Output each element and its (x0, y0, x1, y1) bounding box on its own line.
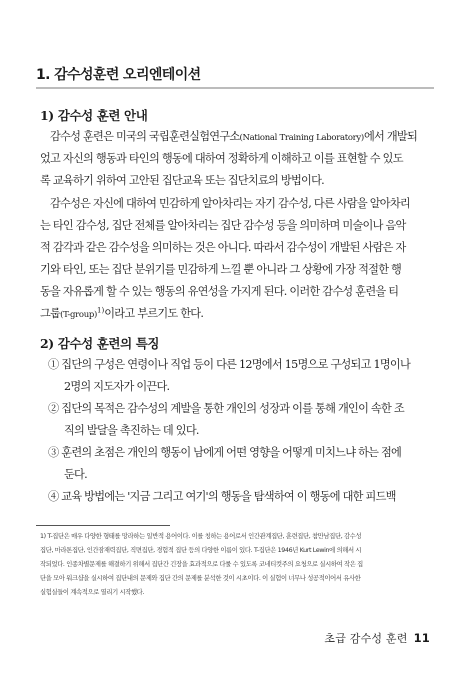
list-item-text: 집단의 구성은 연령이나 직업 등이 다른 12명에서 15명으로 구성되고 1명이나 (61, 358, 411, 371)
list-marker: ④ (48, 490, 59, 503)
chapter-title-underline (36, 87, 434, 89)
running-title: 초급 감수성 훈련 (324, 632, 408, 645)
paragraph-1-line-1-text: 감수성 훈련은 미국의 국립훈련실험연구소 (50, 130, 240, 143)
footnote-divider (36, 525, 170, 526)
footnote-line: 작되었다. 인종차별문제를 해결하기 위해서 집단간 긴장을 효과적으로 다룰 수 있도록 코네티컷주의 요청으로 실시하여 작은 집 (40, 561, 363, 568)
paragraph-2-line-2: 는 타인 감수성, 집단 전체를 알아차리는 집단 감수성 등을 의미하며 미술이나 음악 (40, 219, 406, 232)
paragraph-2-line-6-tail: 이라고 부르기도 한다. (104, 307, 204, 320)
paragraph-2-line-3: 적 감각과 같은 감수성을 의미하는 것은 아니다. 따라서 감수성이 개발된 사람은 자 (40, 241, 406, 254)
footnote-line: 집단, 마라톤집단, 인간잠재력집단, 직면집단, 경험적 집단 등의 다양한 이름이 있다. T-집단은 1946년 Kurt Lewin에 의해서 시 (40, 547, 362, 554)
list-item-text: 훈련의 초점은 개인의 행동이 남에게 어떤 영향을 어떻게 미치느냐 하는 점에 (61, 446, 402, 459)
paragraph-2-line-1: 감수성은 자신에 대하여 민감하게 알아차리는 자기 감수성, 다른 사람을 알아차리 (50, 197, 410, 210)
list-item (48, 356, 410, 372)
paragraph-1-line-1 (50, 128, 440, 144)
paragraph-1-line-1-tail: 에서 개발되 (363, 130, 418, 143)
english-term: (National Training Laboratory) (239, 133, 364, 143)
english-term: (T-group) (60, 310, 98, 320)
paragraph-2-line-4: 기와 타인, 또는 집단 분위기를 민감하게 느낄 뿐 아니라 그 상황에 가장 적절한 행 (40, 263, 402, 276)
list-item (48, 400, 404, 416)
list-item-continuation: 2명의 지도자가 이끈다. (64, 380, 170, 393)
page-footer (324, 630, 430, 646)
list-marker: ③ (48, 446, 59, 459)
footnote-line: 실험실들이 계속적으로 열리기 시작했다. (40, 589, 145, 596)
list-item-continuation: 직의 발달을 촉진하는 데 있다. (64, 424, 199, 437)
paragraph-1-line-2: 었고 자신의 행동과 타인의 행동에 대하여 정확하게 이해하고 이를 표현할 수 있도 (40, 152, 403, 165)
footnote-reference: 1) (97, 306, 105, 315)
chapter-title: 1. 감수성훈련 오리엔테이션 (36, 67, 201, 83)
section-2-heading: 2) 감수성 훈련의 특징 (40, 336, 160, 351)
list-item-text: 교육 방법에는 '지금 그리고 여기'의 행동을 탐색하여 이 행동에 대한 피드백 (61, 490, 396, 503)
page-number: 11 (413, 631, 430, 645)
list-item (48, 444, 401, 460)
list-marker: ② (48, 402, 59, 415)
list-marker: ① (48, 358, 59, 371)
footnote-line: 단을 모아 워크샵을 실시하여 집단내의 문제와 집단 간의 문제를 분석한 것이 시초이다. 이 실험이 너무나 성공적이어서 유사한 (40, 575, 361, 582)
list-item (48, 488, 396, 504)
list-item-continuation: 둔다. (64, 468, 87, 481)
paragraph-1-line-3: 록 교육하기 위하여 고안된 집단교육 또는 집단치료의 방법이다. (40, 174, 324, 187)
paragraph-2-line-6 (40, 305, 430, 321)
section-1-heading: 1) 감수성 훈련 안내 (40, 108, 148, 123)
paragraph-2-line-5: 동을 자유롭게 할 수 있는 행동의 유연성을 가지게 된다. 이러한 감수성 훈련을 티 (40, 285, 399, 298)
paragraph-2-line-6-text: 그룹 (40, 307, 61, 320)
footnote-line: 1) T-집단은 매우 다양한 형태를 망라하는 일반적 용어이다. 이를 칭하는 용어로서 인간관계집단, 훈련집단, 참만남집단, 감수성 (40, 533, 362, 540)
list-item-text: 집단의 목적은 감수성의 계발을 통한 개인의 성장과 이를 통해 개인이 속한 조 (61, 402, 404, 415)
